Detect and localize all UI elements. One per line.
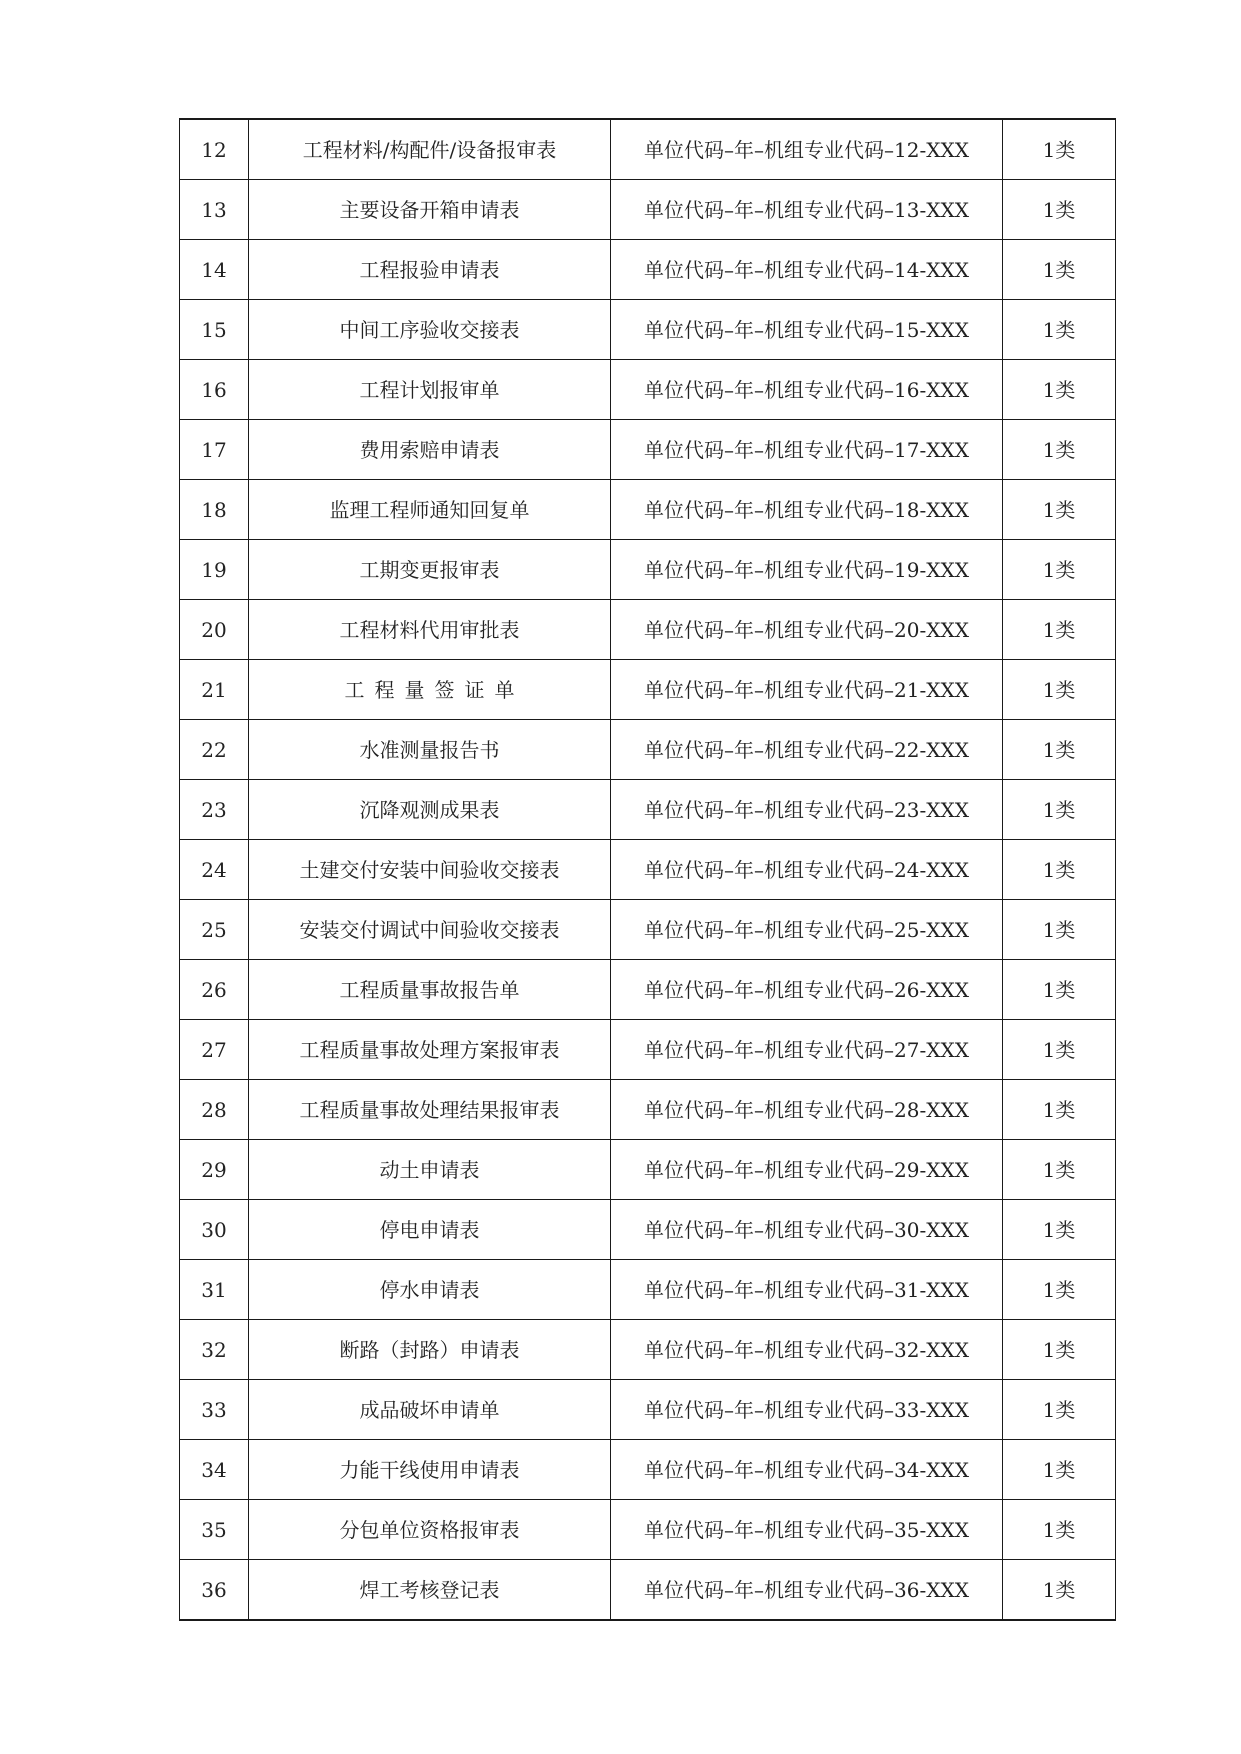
document-code-cell: 单位代码–年–机组专业代码–32-XXX — [611, 1320, 1003, 1380]
document-code-cell: 单位代码–年–机组专业代码–30-XXX — [611, 1200, 1003, 1260]
document-class-cell: 1类 — [1003, 540, 1116, 600]
document-code-cell: 单位代码–年–机组专业代码–28-XXX — [611, 1080, 1003, 1140]
form-name-cell: 工程量签证单 — [249, 660, 611, 720]
table-row — [180, 1140, 1116, 1200]
table-row — [180, 1080, 1116, 1140]
row-number-cell: 23 — [180, 780, 249, 840]
row-number-cell: 30 — [180, 1200, 249, 1260]
document-class-cell: 1类 — [1003, 480, 1116, 540]
form-name-cell: 工程质量事故处理方案报审表 — [249, 1020, 611, 1080]
form-name-cell: 工程材料代用审批表 — [249, 600, 611, 660]
document-code-cell: 单位代码–年–机组专业代码–17-XXX — [611, 420, 1003, 480]
row-number-cell: 17 — [180, 420, 249, 480]
row-number-cell: 28 — [180, 1080, 249, 1140]
document-class-cell: 1类 — [1003, 360, 1116, 420]
document-code-cell: 单位代码–年–机组专业代码–13-XXX — [611, 180, 1003, 240]
table-row — [180, 300, 1116, 360]
document-class-cell: 1类 — [1003, 300, 1116, 360]
row-number-cell: 26 — [180, 960, 249, 1020]
table-row — [180, 840, 1116, 900]
table-row — [180, 1200, 1116, 1260]
document-class-cell: 1类 — [1003, 420, 1116, 480]
row-number-cell: 24 — [180, 840, 249, 900]
document-code-cell: 单位代码–年–机组专业代码–35-XXX — [611, 1500, 1003, 1560]
row-number-cell: 16 — [180, 360, 249, 420]
table-row — [180, 240, 1116, 300]
row-number-cell: 35 — [180, 1500, 249, 1560]
table-row — [180, 720, 1116, 780]
table-row — [180, 1380, 1116, 1440]
document-code-cell: 单位代码–年–机组专业代码–23-XXX — [611, 780, 1003, 840]
document-code-cell: 单位代码–年–机组专业代码–16-XXX — [611, 360, 1003, 420]
table-row — [180, 660, 1116, 720]
form-name-cell: 土建交付安装中间验收交接表 — [249, 840, 611, 900]
table-row — [180, 1260, 1116, 1320]
form-name-cell: 监理工程师通知回复单 — [249, 480, 611, 540]
row-number-cell: 13 — [180, 180, 249, 240]
row-number-cell: 31 — [180, 1260, 249, 1320]
form-name-cell: 工程材料/构配件/设备报审表 — [249, 119, 611, 180]
table-body — [180, 119, 1116, 1620]
table-row — [180, 360, 1116, 420]
row-number-cell: 21 — [180, 660, 249, 720]
document-code-cell: 单位代码–年–机组专业代码–36-XXX — [611, 1560, 1003, 1621]
row-number-cell: 12 — [180, 119, 249, 180]
form-name-cell: 沉降观测成果表 — [249, 780, 611, 840]
table-row — [180, 1500, 1116, 1560]
document-code-cell: 单位代码–年–机组专业代码–21-XXX — [611, 660, 1003, 720]
row-number-cell: 18 — [180, 480, 249, 540]
form-name-cell: 中间工序验收交接表 — [249, 300, 611, 360]
form-name-cell: 力能干线使用申请表 — [249, 1440, 611, 1500]
document-code-cell: 单位代码–年–机组专业代码–20-XXX — [611, 600, 1003, 660]
form-name-cell: 工程计划报审单 — [249, 360, 611, 420]
document-code-cell: 单位代码–年–机组专业代码–25-XXX — [611, 900, 1003, 960]
form-name-cell: 分包单位资格报审表 — [249, 1500, 611, 1560]
form-name-cell: 工期变更报审表 — [249, 540, 611, 600]
table-row — [180, 900, 1116, 960]
document-class-cell: 1类 — [1003, 1140, 1116, 1200]
document-code-cell: 单位代码–年–机组专业代码–19-XXX — [611, 540, 1003, 600]
table-row — [180, 1560, 1116, 1621]
table-row — [180, 420, 1116, 480]
document-code-cell: 单位代码–年–机组专业代码–15-XXX — [611, 300, 1003, 360]
table-row — [180, 119, 1116, 180]
row-number-cell: 34 — [180, 1440, 249, 1500]
document-class-cell: 1类 — [1003, 1020, 1116, 1080]
row-number-cell: 25 — [180, 900, 249, 960]
document-register-table — [179, 118, 1116, 1621]
table-row — [180, 1320, 1116, 1380]
form-name-cell: 停电申请表 — [249, 1200, 611, 1260]
document-class-cell: 1类 — [1003, 119, 1116, 180]
row-number-cell: 22 — [180, 720, 249, 780]
document-code-cell: 单位代码–年–机组专业代码–31-XXX — [611, 1260, 1003, 1320]
document-code-cell: 单位代码–年–机组专业代码–27-XXX — [611, 1020, 1003, 1080]
document-class-cell: 1类 — [1003, 180, 1116, 240]
document-class-cell: 1类 — [1003, 1200, 1116, 1260]
form-name-cell: 断路（封路）申请表 — [249, 1320, 611, 1380]
table-row — [180, 600, 1116, 660]
form-name-cell: 安装交付调试中间验收交接表 — [249, 900, 611, 960]
table-row — [180, 1440, 1116, 1500]
form-name-cell: 动土申请表 — [249, 1140, 611, 1200]
document-class-cell: 1类 — [1003, 840, 1116, 900]
form-name-cell: 焊工考核登记表 — [249, 1560, 611, 1621]
row-number-cell: 32 — [180, 1320, 249, 1380]
document-class-cell: 1类 — [1003, 1080, 1116, 1140]
document-class-cell: 1类 — [1003, 600, 1116, 660]
document-class-cell: 1类 — [1003, 1560, 1116, 1621]
document-class-cell: 1类 — [1003, 720, 1116, 780]
document-code-cell: 单位代码–年–机组专业代码–33-XXX — [611, 1380, 1003, 1440]
row-number-cell: 36 — [180, 1560, 249, 1621]
table-row — [180, 480, 1116, 540]
document-class-cell: 1类 — [1003, 1380, 1116, 1440]
document-class-cell: 1类 — [1003, 900, 1116, 960]
form-name-cell: 费用索赔申请表 — [249, 420, 611, 480]
document-class-cell: 1类 — [1003, 1260, 1116, 1320]
table-row — [180, 180, 1116, 240]
document-class-cell: 1类 — [1003, 1320, 1116, 1380]
form-name-cell: 水准测量报告书 — [249, 720, 611, 780]
table-row — [180, 1020, 1116, 1080]
row-number-cell: 19 — [180, 540, 249, 600]
row-number-cell: 27 — [180, 1020, 249, 1080]
row-number-cell: 33 — [180, 1380, 249, 1440]
table-row — [180, 960, 1116, 1020]
document-code-cell: 单位代码–年–机组专业代码–29-XXX — [611, 1140, 1003, 1200]
document-class-cell: 1类 — [1003, 660, 1116, 720]
form-name-cell: 工程质量事故报告单 — [249, 960, 611, 1020]
document-code-cell: 单位代码–年–机组专业代码–22-XXX — [611, 720, 1003, 780]
row-number-cell: 14 — [180, 240, 249, 300]
document-code-cell: 单位代码–年–机组专业代码–12-XXX — [611, 119, 1003, 180]
document-class-cell: 1类 — [1003, 1440, 1116, 1500]
document-class-cell: 1类 — [1003, 960, 1116, 1020]
form-name-cell: 主要设备开箱申请表 — [249, 180, 611, 240]
row-number-cell: 29 — [180, 1140, 249, 1200]
table-row — [180, 540, 1116, 600]
form-name-cell: 工程质量事故处理结果报审表 — [249, 1080, 611, 1140]
document-code-cell: 单位代码–年–机组专业代码–26-XXX — [611, 960, 1003, 1020]
document-code-cell: 单位代码–年–机组专业代码–14-XXX — [611, 240, 1003, 300]
form-name-cell: 成品破坏申请单 — [249, 1380, 611, 1440]
row-number-cell: 15 — [180, 300, 249, 360]
document-code-cell: 单位代码–年–机组专业代码–34-XXX — [611, 1440, 1003, 1500]
form-name-cell: 停水申请表 — [249, 1260, 611, 1320]
form-name-cell: 工程报验申请表 — [249, 240, 611, 300]
document-class-cell: 1类 — [1003, 1500, 1116, 1560]
document-code-cell: 单位代码–年–机组专业代码–18-XXX — [611, 480, 1003, 540]
document-class-cell: 1类 — [1003, 240, 1116, 300]
table-row — [180, 780, 1116, 840]
document-class-cell: 1类 — [1003, 780, 1116, 840]
row-number-cell: 20 — [180, 600, 249, 660]
document-code-cell: 单位代码–年–机组专业代码–24-XXX — [611, 840, 1003, 900]
